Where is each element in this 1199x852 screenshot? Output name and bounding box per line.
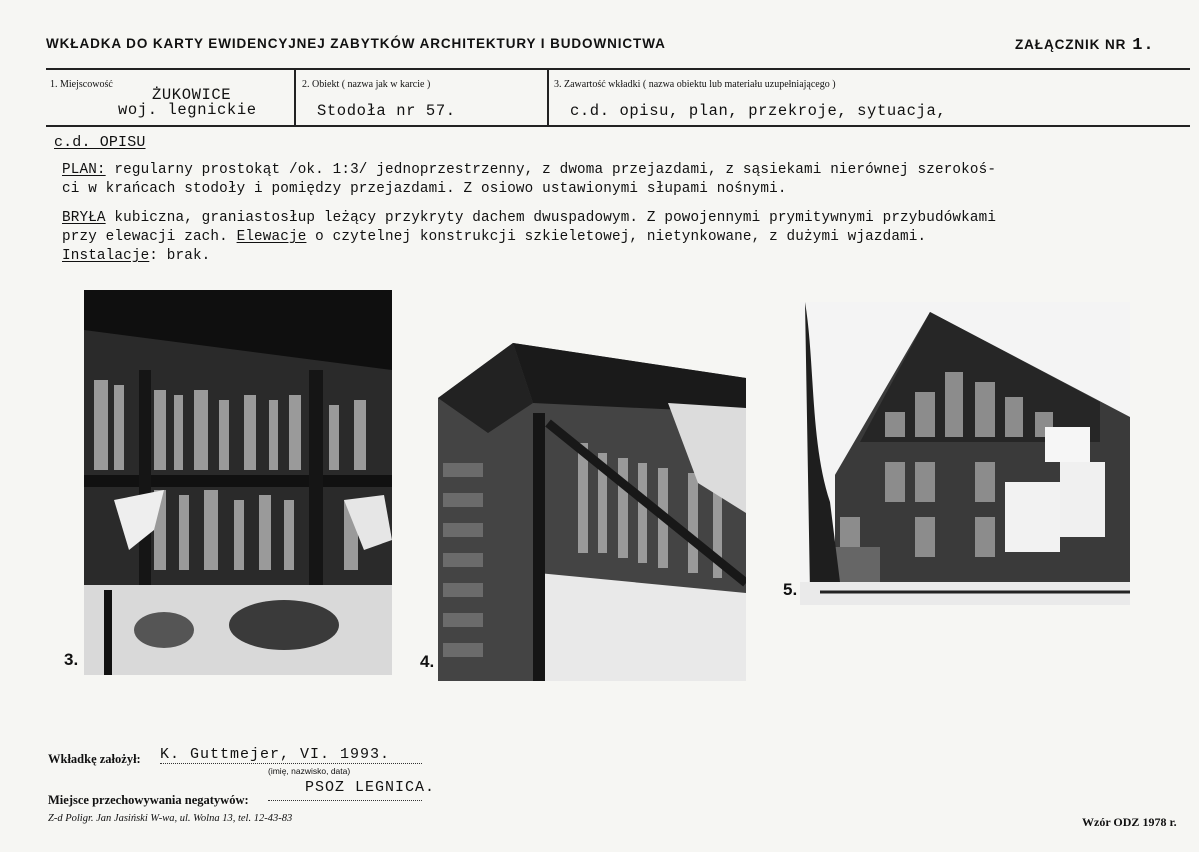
photo-5-image: [800, 302, 1130, 605]
bryla-line-2: [62, 228, 996, 247]
negatives-label: Miejsce przechowywania negatywów:: [48, 793, 249, 807]
founder-value: K. Guttmejer, VI. 1993.: [160, 746, 422, 764]
photo-barn-gable-detail: [84, 290, 392, 675]
bryla-text-2b: o czytelnej konstrukcji szkieletowej, nietynkowane, z dużymi wjazdami.: [306, 229, 927, 245]
content-label: 3. Zawartość wkładki ( nazwa obiektu lub materiału uzupełniającego ): [554, 79, 836, 90]
bryla-text-1: kubiczna, graniastosłup leżący przykryty dachem dwuspadowym. Z powojennymi prymitywnymi przybudówkami: [105, 210, 997, 226]
voivodeship-value: woj. legnickie: [118, 101, 257, 119]
photo-3-image: [84, 290, 392, 675]
object-label: 2. Obiekt ( nazwa jak w karcie ): [302, 79, 431, 90]
section-heading: [46, 133, 150, 152]
photo-3-number: 3.: [64, 650, 79, 669]
founder-caption: (imię, nazwisko, data): [268, 766, 351, 776]
place-value: ŻUKOWICE: [152, 86, 232, 104]
photo-4-number: 4.: [420, 652, 435, 671]
heading-text: c.d. OPISU: [54, 134, 146, 151]
bryla-label: BRYŁA: [62, 210, 106, 226]
table-divider-2: [547, 70, 549, 125]
photo-barn-gable-elevation: [800, 302, 1130, 605]
object-value: Stodoła nr 57.: [317, 102, 456, 120]
negatives-value: PSOZ LEGNICA.: [305, 779, 436, 796]
attachment-value: 1.: [1132, 36, 1155, 55]
instalacje-line: [62, 247, 996, 266]
table-top-rule: [46, 68, 1190, 70]
photo-4-image: [438, 343, 746, 681]
attachment-label: ZAŁĄCZNIK NR: [1015, 37, 1127, 52]
plan-label: PLAN:: [62, 162, 106, 178]
bryla-line-1: [62, 209, 996, 228]
instalacje-value: : brak.: [149, 248, 211, 264]
negatives-dotted-line: [268, 800, 422, 801]
content-value: c.d. opisu, plan, przekroje, sytuacja,: [570, 102, 947, 120]
bryla-paragraph: [62, 209, 996, 266]
form-title: WKŁADKA DO KARTY EWIDENCYJNEJ ZABYTKÓW ARCHITEKTURY I BUDOWNICTWA: [46, 36, 666, 51]
plan-line-2: ci w krańcach stodoły i pomiędzy przejazdami. Z osiowo ustawionymi słupami nośnymi.: [62, 181, 787, 197]
photo-barn-corner: [438, 343, 746, 681]
plan-line-1: [62, 161, 996, 180]
attachment-number: [1015, 36, 1155, 55]
place-label: 1. Miejscowość: [50, 79, 113, 90]
instalacje-label: Instalacje: [62, 248, 150, 264]
printer-info: Z-d Poligr. Jan Jasiński W-wa, ul. Wolna 13, tel. 12-43-83: [48, 813, 293, 824]
photo-5-number: 5.: [783, 580, 798, 599]
form-model: Wzór ODZ 1978 r.: [1082, 815, 1177, 829]
table-bottom-rule: [46, 125, 1190, 127]
table-divider-1: [294, 70, 296, 125]
plan-paragraph: [62, 161, 996, 199]
elewacje-label: Elewacje: [236, 229, 307, 245]
founder-label: Wkładkę założył:: [48, 752, 141, 766]
bryla-text-2a: przy elewacji zach.: [62, 229, 237, 245]
plan-text-1: regularny prostokąt /ok. 1:3/ jednoprzestrzenny, z dwoma przejazdami, z sąsiekami nierównej szerokoś-: [105, 162, 997, 178]
